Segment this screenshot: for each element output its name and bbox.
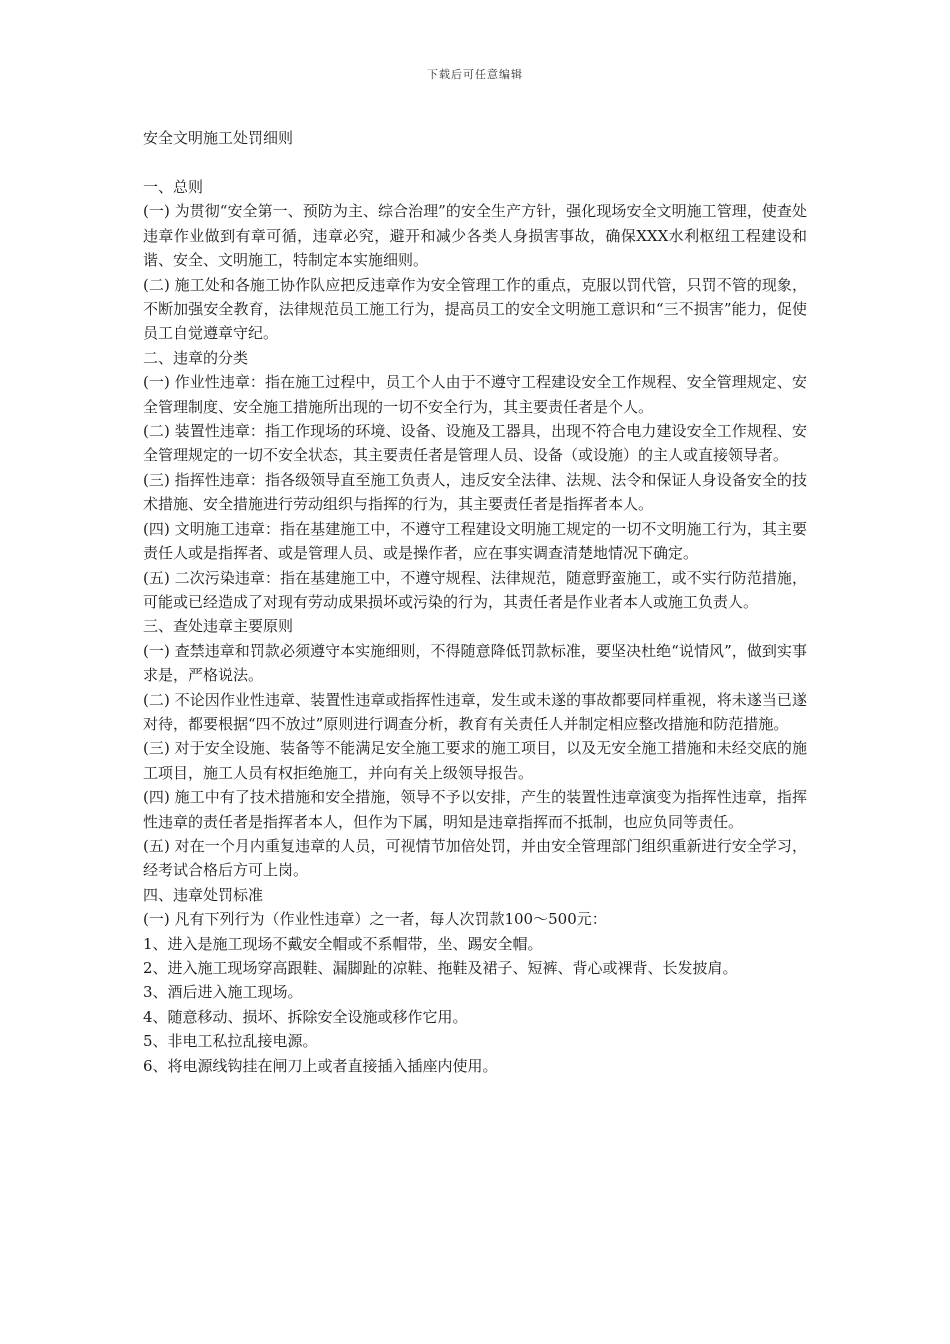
paragraph: (一) 作业性违章：指在施工过程中，员工个人由于不遵守工程建设安全工作规程、安全管理规定、安全管理制度、安全施工措施所出现的一切不安全行为，其主要责任者是个人。 [143,373,807,416]
paragraph: (三) 对于安全设施、装备等不能满足安全施工要求的施工项目，以及无安全施工措施和未经交底的施工项目，施工人员有权拒绝施工，并向有关上级领导报告。 [143,739,807,782]
list-item: 2、进入施工现场穿高跟鞋、漏脚趾的凉鞋、拖鞋及裙子、短裤、背心或裸背、长发披肩。 [143,959,738,977]
paragraph: (四) 施工中有了技术措施和安全措施，领导不予以安排，产生的装置性违章演变为指挥性违章，指挥性违章的责任者是指挥者本人，但作为下属，明知是违章指挥而不抵制，也应负同等责任。 [143,788,807,831]
section-heading: 一、总则 [143,178,204,196]
list-item: 5、非电工私拉乱接电源。 [143,1032,318,1051]
paragraph: (四) 文明施工违章：指在基建施工中，不遵守工程建设文明施工规定的一切不文明施工行为，其主要责任人或是指挥者、或是管理人员、或是操作者，应在事实调查清楚地情况下确定。 [143,519,807,563]
list-item: 4、随意移动、损坏、拆除安全设施或移作它用。 [143,1007,468,1026]
document-title: 安全文明施工处罚细则 [143,129,294,147]
list-item: 6、将电源线钩挂在闸刀上或者直接插入插座内使用。 [143,1056,498,1075]
page-header: 下载后可任意编辑 [427,68,523,81]
list-item: 3、酒后进入施工现场。 [143,983,303,1002]
document-body [143,175,807,1078]
list-item: 1、进入是施工现场不戴安全帽或不系帽带，坐、踢安全帽。 [143,934,543,953]
paragraph: (五) 对在一个月内重复违章的人员，可视情节加倍处罚，并由安全管理部门组织重新进行安全学习，经考试合格后方可上岗。 [143,836,807,880]
paragraph: (二) 装置性违章：指工作现场的环境、设备、设施及工器具，出现不符合电力建设安全工作规程、安全管理规定的一切不安全状态，其主要责任者是管理人员、设备（或设施）的主人或直接领导者。 [143,422,807,465]
paragraph: (三) 指挥性违章：指各级领导直至施工负责人，违反安全法律、法规、法令和保证人身设备安全的技术措施、安全措施进行劳动组织与指挥的行为，其主要责任者是指挥者本人。 [143,470,807,514]
section-heading: 二、违章的分类 [143,348,249,367]
paragraph: (一) 查禁违章和罚款必须遵守本实施细则，不得随意降低罚款标准，要坚决杜绝“说情风”，做到实事求是，严格说法。 [143,641,807,685]
paragraph: (一) 凡有下列行为（作业性违章）之一者，每人次罚款100～500元： [143,910,607,929]
paragraph: (一) 为贯彻“安全第一、预防为主、综合治理”的安全生产方针，强化现场安全文明施工管理，使查处违章作业做到有章可循，违章必究，避开和减少各类人身损害事故，确保XXX水利枢纽工程建设和谐、安全、文明施工，特制定本实施细则。 [143,202,807,270]
paragraph: (二) 不论因作业性违章、装置性违章或指挥性违章，发生或未遂的事故都要同样重视，将未遂当已遂对待，都要根据“四不放过”原则进行调查分析，教育有关责任人并制定相应整改措施和防范措施。 [143,690,807,733]
paragraph: (五) 二次污染违章：指在基建施工中，不遵守规程、法律规范，随意野蛮施工，或不实行防范措施，可能或已经造成了对现有劳动成果损坏或污染的行为，其责任者是作业者本人或施工负责人。 [143,568,807,611]
paragraph: (二) 施工处和各施工协作队应把反违章作为安全管理工作的重点，克服以罚代管，只罚不管的现象，不断加强安全教育，法律规范员工施工行为，提高员工的安全文明施工意识和“三不损害”能力，促使员工自觉遵章守纪。 [143,275,807,343]
section-heading: 三、查处违章主要原则 [143,617,294,636]
section-heading: 四、违章处罚标准 [143,885,264,904]
